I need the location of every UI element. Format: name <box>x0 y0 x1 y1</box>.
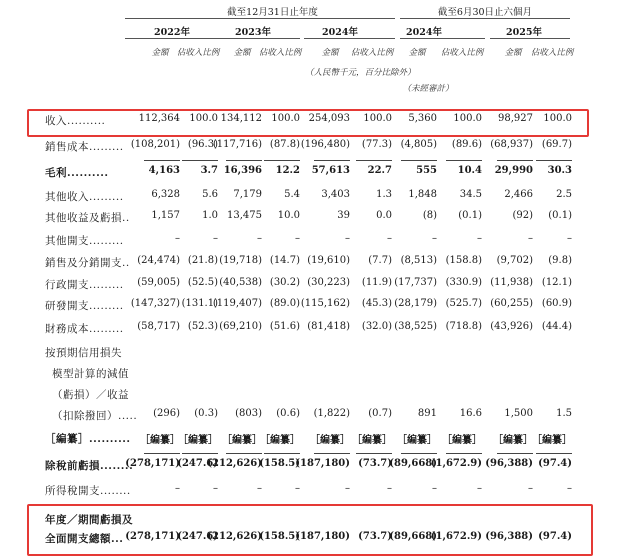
col-ratio-header: 佔收入比例 <box>530 48 574 58</box>
subtotal-rule <box>182 453 218 454</box>
table-cell: 30.3 <box>547 165 572 176</box>
table-cell: (12.1) <box>541 277 572 288</box>
table-cell: (296) <box>153 408 180 419</box>
year-rule <box>125 38 220 39</box>
table-cell: 13,475 <box>227 210 262 221</box>
row-label: 模型計算的減值 <box>52 368 129 380</box>
table-cell: 22.7 <box>367 165 392 176</box>
row-label: 除稅前虧損........ <box>45 460 134 472</box>
table-cell: (96.3) <box>187 139 218 150</box>
table-cell: 10.4 <box>457 165 482 176</box>
table-cell: 3,403 <box>321 189 350 200</box>
table-cell: – <box>387 483 392 494</box>
table-cell: – <box>257 483 262 494</box>
table-cell: – <box>345 233 350 244</box>
table-cell: (11,938) <box>490 277 533 288</box>
table-cell: 4,163 <box>148 165 180 176</box>
subtotal-rule <box>536 160 572 161</box>
subtotal-rule <box>356 160 392 161</box>
table-cell: (158.5) <box>259 531 300 542</box>
table-cell: (278,171) <box>125 531 180 542</box>
row-label: 按預期信用損失 <box>45 347 122 359</box>
table-cell: 555 <box>416 165 437 176</box>
subtotal-rule <box>144 453 180 454</box>
table-cell: 1.3 <box>376 189 392 200</box>
col-amount-header: 金額 <box>151 48 169 58</box>
year-header: 2023年 <box>235 27 271 38</box>
table-cell: (803) <box>235 408 262 419</box>
table-cell: 891 <box>417 408 437 419</box>
table-cell: (87.8) <box>269 139 300 150</box>
table-cell: – <box>477 483 482 494</box>
table-cell: (117,716) <box>212 139 262 150</box>
table-cell: (212,626) <box>207 458 262 469</box>
table-cell: (247.6) <box>177 458 218 469</box>
table-cell: 1.5 <box>556 408 572 419</box>
period-fy-header: 截至12月31日止年度 <box>227 7 318 18</box>
table-cell: (73.7) <box>358 458 392 469</box>
table-cell: 100.0 <box>453 113 482 124</box>
table-cell: ［編纂］ <box>442 435 482 446</box>
col-ratio-header: 佔收入比例 <box>176 48 220 58</box>
col-ratio-header: 佔收入比例 <box>440 48 484 58</box>
table-cell: (1,822) <box>313 408 350 419</box>
table-cell: ［編纂］ <box>178 435 218 446</box>
subtotal-rule <box>356 453 392 454</box>
table-cell: – <box>567 483 572 494</box>
table-cell: (19,718) <box>219 255 262 266</box>
row-label: （虧損）／收益 <box>52 389 129 401</box>
year-rule <box>304 38 395 39</box>
table-cell: (247.6) <box>177 531 218 542</box>
table-cell: 12.2 <box>275 165 300 176</box>
table-cell: – <box>213 233 218 244</box>
row-label: 銷售及分銷開支.. <box>45 257 130 269</box>
subtotal-rule <box>314 160 350 161</box>
table-cell: 100.0 <box>363 113 392 124</box>
subtotal-rule <box>264 160 300 161</box>
table-cell: (147,327) <box>130 298 180 309</box>
col-amount-header: 金額 <box>233 48 251 58</box>
table-cell: 5.4 <box>284 189 300 200</box>
subtotal-rule <box>401 453 437 454</box>
row-label: 其他開支......... <box>45 235 124 247</box>
table-cell: 7,179 <box>233 189 262 200</box>
table-cell: (59,005) <box>137 277 180 288</box>
subtotal-rule <box>182 160 218 161</box>
subtotal-rule <box>536 453 572 454</box>
table-cell: (73.7) <box>358 531 392 542</box>
table-cell: (97.4) <box>538 531 572 542</box>
row-label: 其他收益及虧損.. <box>45 212 130 224</box>
table-cell: 1,157 <box>151 210 180 221</box>
table-cell: (69.7) <box>541 139 572 150</box>
table-cell: ［編纂］ <box>352 435 392 446</box>
table-cell: (158.8) <box>445 255 482 266</box>
table-cell: 5.6 <box>202 189 218 200</box>
table-cell: (51.6) <box>269 321 300 332</box>
row-label: 年度／期間虧損及 <box>45 514 133 526</box>
table-cell: – <box>295 233 300 244</box>
table-cell: – <box>213 483 218 494</box>
header-rule-h1 <box>400 18 570 19</box>
table-cell: 98,927 <box>498 113 533 124</box>
table-cell: (24,474) <box>137 255 180 266</box>
subtotal-rule <box>226 453 262 454</box>
col-amount-header: 金額 <box>321 48 339 58</box>
table-cell: (19,610) <box>307 255 350 266</box>
subtotal-rule <box>446 160 482 161</box>
table-cell: (30.2) <box>269 277 300 288</box>
table-cell: (89.0) <box>269 298 300 309</box>
header-rule-fy <box>125 18 395 19</box>
year-header: 2022年 <box>154 27 190 38</box>
table-cell: 112,364 <box>138 113 180 124</box>
row-label: 研發開支......... <box>45 300 124 312</box>
table-cell: (330.9) <box>445 277 482 288</box>
table-cell: – <box>477 233 482 244</box>
table-cell: (158.5) <box>259 458 300 469</box>
table-cell: (28,179) <box>394 298 437 309</box>
table-cell: 254,093 <box>308 113 350 124</box>
table-cell: 134,112 <box>220 113 262 124</box>
table-cell: (17,737) <box>394 277 437 288</box>
highlight-total-loss-box <box>27 504 593 556</box>
table-cell: (92) <box>512 210 533 221</box>
table-cell: ［編纂］ <box>397 435 437 446</box>
table-cell: (0.1) <box>458 210 482 221</box>
table-cell: (1,672.9) <box>430 531 482 542</box>
highlight-revenue-box <box>27 109 589 137</box>
table-cell: (7.7) <box>368 255 392 266</box>
subtotal-rule <box>497 453 533 454</box>
table-cell: 57,613 <box>311 165 350 176</box>
subtotal-rule <box>497 160 533 161</box>
table-cell: – <box>295 483 300 494</box>
year-rule <box>490 38 570 39</box>
table-cell: (96,388) <box>485 531 533 542</box>
table-cell: (52.3) <box>187 321 218 332</box>
table-cell: (11.9) <box>361 277 392 288</box>
table-cell: (30,223) <box>307 277 350 288</box>
table-cell: (69,210) <box>219 321 262 332</box>
row-label: 毛利.......... <box>45 167 109 179</box>
year-rule <box>218 38 300 39</box>
subtotal-rule <box>314 453 350 454</box>
table-cell: 100.0 <box>543 113 572 124</box>
table-cell: (52.5) <box>187 277 218 288</box>
table-cell: (97.4) <box>538 458 572 469</box>
table-cell: (68,937) <box>490 139 533 150</box>
table-cell: 0.0 <box>376 210 392 221</box>
table-cell: ［編纂］ <box>493 435 533 446</box>
table-cell: (44.4) <box>541 321 572 332</box>
table-cell: (40,538) <box>219 277 262 288</box>
col-amount-header: 金額 <box>408 48 426 58</box>
table-cell: 1,500 <box>504 408 533 419</box>
subtotal-rule <box>446 453 482 454</box>
table-cell: 5,360 <box>408 113 437 124</box>
col-ratio-header: 佔收入比例 <box>350 48 394 58</box>
row-label: 全面開支總額... <box>45 533 124 545</box>
table-cell: (8) <box>422 210 437 221</box>
table-cell: (58,717) <box>137 321 180 332</box>
table-cell: 6,328 <box>151 189 180 200</box>
table-cell: (9,702) <box>496 255 533 266</box>
table-cell: (43,926) <box>490 321 533 332</box>
table-cell: (0.6) <box>276 408 300 419</box>
table-cell: 3.7 <box>200 165 218 176</box>
subtotal-rule <box>264 453 300 454</box>
table-cell: (77.3) <box>361 139 392 150</box>
table-cell: – <box>528 483 533 494</box>
table-cell: (4,805) <box>400 139 437 150</box>
year-header: 2024年 <box>406 27 442 38</box>
subtotal-rule <box>226 160 262 161</box>
row-label: 行政開支......... <box>45 279 124 291</box>
table-cell: ［編纂］ <box>310 435 350 446</box>
table-cell: (718.8) <box>445 321 482 332</box>
table-cell: ［編纂］ <box>260 435 300 446</box>
table-cell: 1.0 <box>202 210 218 221</box>
row-label: （扣除撥回）..... <box>52 410 138 422</box>
table-cell: (108,201) <box>130 139 180 150</box>
table-cell: – <box>528 233 533 244</box>
table-cell: (212,626) <box>207 531 262 542</box>
table-cell: (21.8) <box>187 255 218 266</box>
table-cell: 2,466 <box>504 189 533 200</box>
table-cell: 10.0 <box>277 210 300 221</box>
table-cell: 16,396 <box>223 165 262 176</box>
table-cell: – <box>175 233 180 244</box>
table-cell: (60.9) <box>541 298 572 309</box>
table-cell: (60,255) <box>490 298 533 309</box>
table-cell: (196,480) <box>300 139 350 150</box>
table-cell: (38,525) <box>394 321 437 332</box>
table-cell: 100.0 <box>189 113 218 124</box>
table-cell: (278,171) <box>125 458 180 469</box>
row-label: 收入.......... <box>45 115 106 127</box>
table-cell: 1,848 <box>408 189 437 200</box>
table-cell: (0.7) <box>368 408 392 419</box>
table-cell: 39 <box>337 210 350 221</box>
table-cell: (32.0) <box>361 321 392 332</box>
table-cell: (187,180) <box>295 531 350 542</box>
subtotal-rule <box>144 160 180 161</box>
table-cell: 34.5 <box>459 189 482 200</box>
table-cell: 29,990 <box>494 165 533 176</box>
table-cell: (14.7) <box>269 255 300 266</box>
table-cell: (131.1) <box>181 298 218 309</box>
col-ratio-header: 佔收入比例 <box>258 48 302 58</box>
table-cell: – <box>567 233 572 244</box>
table-cell: ［編纂］ <box>222 435 262 446</box>
table-cell: (115,162) <box>300 298 350 309</box>
row-label: 其他收入......... <box>45 191 124 203</box>
table-cell: – <box>175 483 180 494</box>
table-cell: (45.3) <box>361 298 392 309</box>
table-cell: – <box>432 483 437 494</box>
table-cell: 16.6 <box>459 408 482 419</box>
year-header: 2025年 <box>506 27 542 38</box>
table-cell: (96,388) <box>485 458 533 469</box>
table-cell: 100.0 <box>271 113 300 124</box>
table-cell: (89.6) <box>451 139 482 150</box>
table-cell: (187,180) <box>295 458 350 469</box>
table-cell: (1,672.9) <box>430 458 482 469</box>
unit-note: （人民幣千元，百分比除外） <box>305 68 416 78</box>
year-rule <box>400 38 485 39</box>
table-cell: – <box>387 233 392 244</box>
col-amount-header: 金額 <box>504 48 522 58</box>
row-label: 所得稅開支........ <box>45 485 131 497</box>
period-h1-header: 截至6月30日止六個月 <box>437 7 533 18</box>
table-cell: (9.8) <box>548 255 572 266</box>
table-cell: (0.3) <box>194 408 218 419</box>
table-cell: – <box>257 233 262 244</box>
table-cell: 2.5 <box>556 189 572 200</box>
table-cell: (525.7) <box>445 298 482 309</box>
table-cell: ［編纂］ <box>140 435 180 446</box>
unaudited-note: （未經審計） <box>402 84 454 94</box>
row-label: 銷售成本......... <box>45 141 124 153</box>
table-cell: (8,513) <box>400 255 437 266</box>
subtotal-rule <box>401 160 437 161</box>
row-label: ［編纂］.......... <box>45 433 131 445</box>
year-header: 2024年 <box>322 27 358 38</box>
row-label: 財務成本......... <box>45 323 124 335</box>
table-cell: (81,418) <box>307 321 350 332</box>
table-cell: ［編纂］ <box>532 435 572 446</box>
table-cell: (0.1) <box>548 210 572 221</box>
table-cell: (89,668) <box>389 531 437 542</box>
table-cell: – <box>345 483 350 494</box>
table-cell: (89,668) <box>389 458 437 469</box>
table-cell: – <box>432 233 437 244</box>
table-cell: (119,407) <box>212 298 262 309</box>
